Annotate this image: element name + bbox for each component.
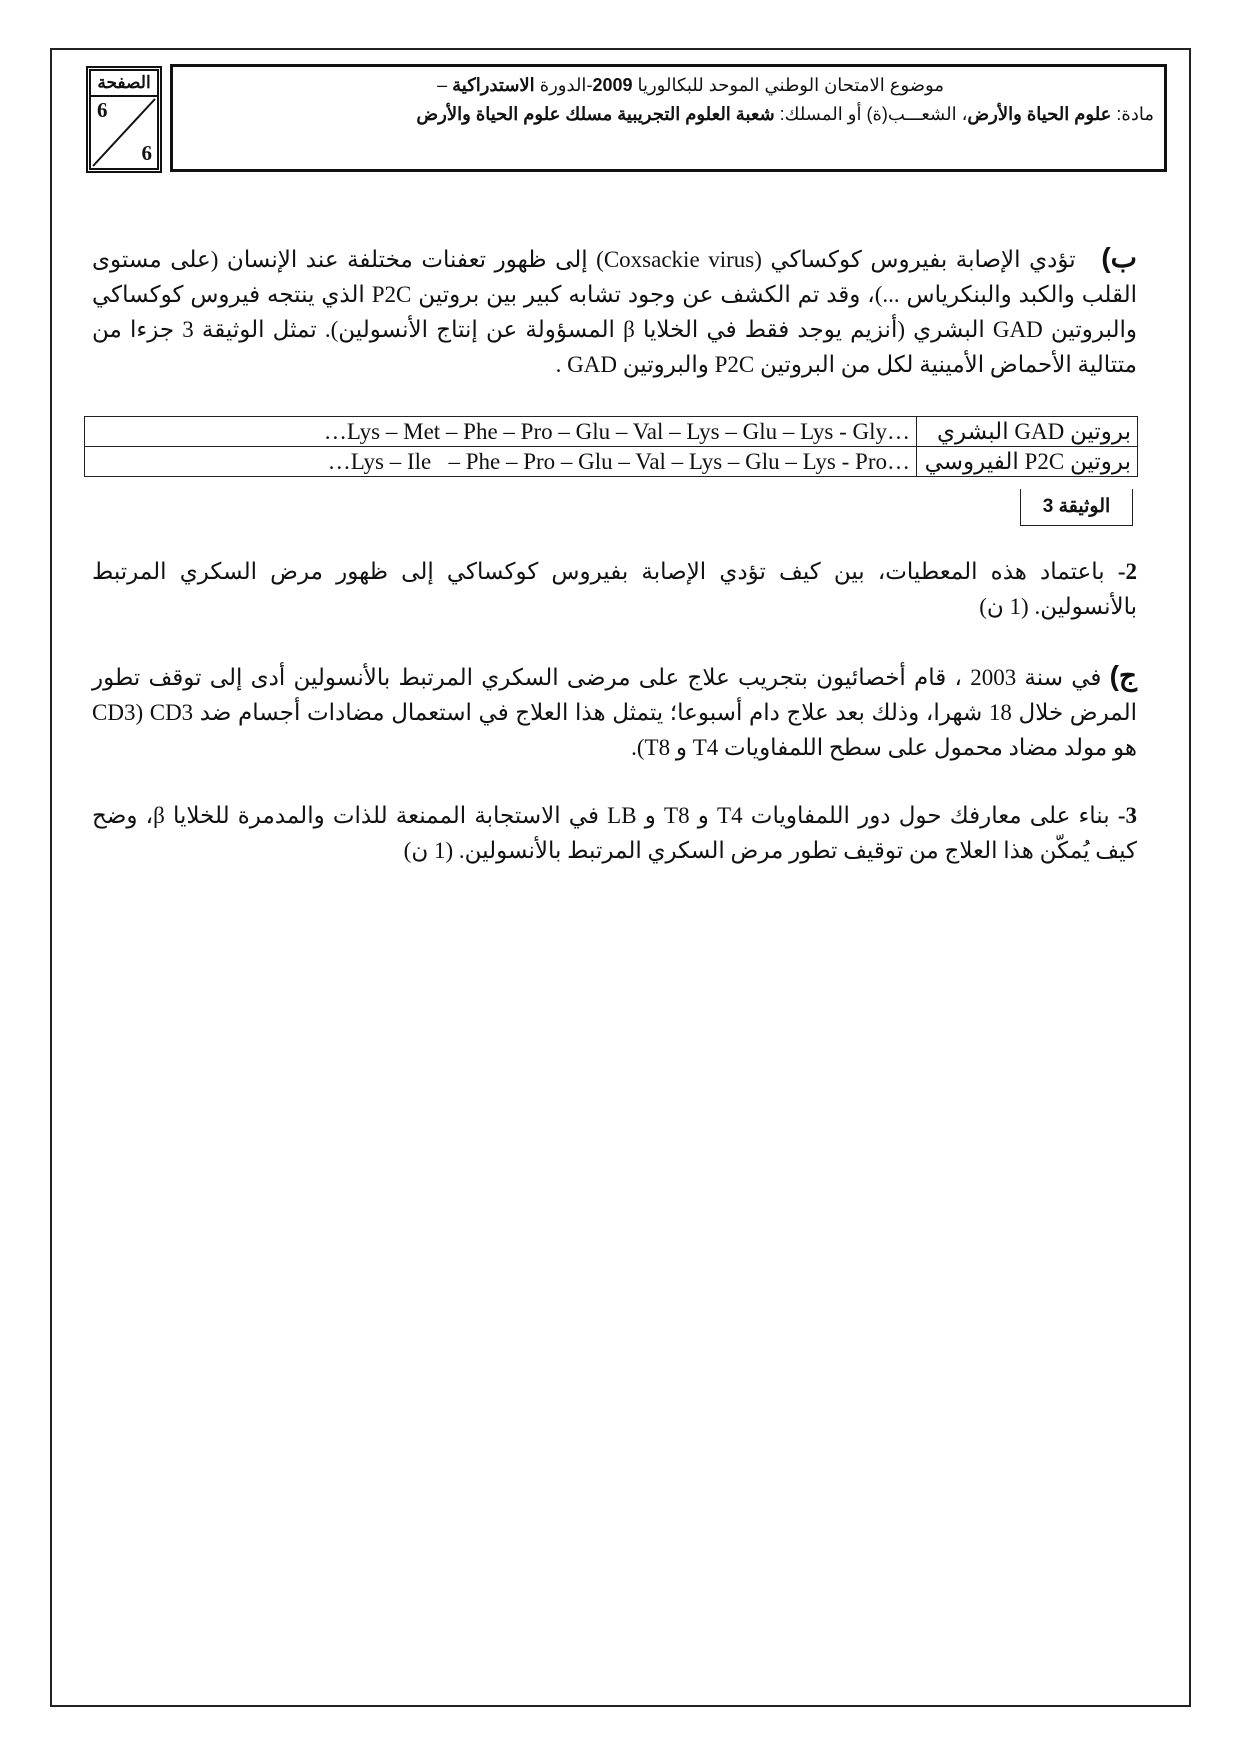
page-label: الصفحة xyxy=(91,71,157,97)
table-row xyxy=(85,447,1138,477)
exam-subject-line: مادة: علوم الحياة والأرض، الشعـــب(ة) أو المسلك: شعبة العلوم التجريبية مسلك علوم الحياة والأرض xyxy=(416,104,1154,124)
page-number-box xyxy=(86,66,162,173)
question-3-text: بناء على معارفك حول دور اللمفاويات T4 و T8 و LB في الاستجابة الممنعة للذات والمدمرة للخلايا β، وضح كيف يُمكّن هذا العلاج من توقيف تطور مرض السكري المرتبط بالأنسولين. (1 ن) xyxy=(92,803,1137,863)
question-2-number: 2- xyxy=(1117,559,1137,584)
section-c-mark: ج) xyxy=(1109,660,1137,691)
document3-table xyxy=(84,416,1138,477)
section-b-text: تؤدي الإصابة بفيروس كوكساكي (Coxsackie virus) إلى ظهور تعفنات مختلفة عند الإنسان (على مستوى القلب والكبد والبنكرياس ...)، وقد تم الكشف عن وجود تشابه كبير بين بروتين P2C الذي ينتجه فيروس كوكساكي والبروتين GAD البشري (أنزيم يوجد فقط في الخلايا β المسؤولة عن إنتاج الأنسولين). تمثل الوثيقة 3 جزءا من متتالية الأحماض الأمينية لكل من البروتين P2C والبروتين GAD . xyxy=(92,247,1137,377)
page-current: 6 xyxy=(97,98,108,122)
exam-session: الاستدراكية xyxy=(452,75,535,95)
exam-title-line: موضوع الامتحان الوطني الموحد للبكالوريا 2009-الدورة الاستدراكية – xyxy=(437,75,944,95)
question-2-text: باعتماد هذه المعطيات، بين كيف تؤدي الإصابة بفيروس كوكساكي إلى ظهور مرض السكري المرتبط بالأنسولين. (1 ن) xyxy=(92,559,1137,619)
section-b-paragraph xyxy=(92,240,1137,382)
exam-header xyxy=(170,64,1167,172)
p2c-sequence: …Lys – Ile – Phe – Pro – Glu – Val – Lys – Glu – Lys - Pro… xyxy=(85,447,917,477)
gad-protein-name: بروتين GAD البشري xyxy=(917,417,1138,447)
document3-label: الوثيقة 3 xyxy=(1020,489,1133,526)
question-2 xyxy=(92,554,1137,624)
p2c-protein-name: بروتين P2C الفيروسي xyxy=(917,447,1138,477)
page-total: 6 xyxy=(141,141,152,165)
table-row xyxy=(85,417,1138,447)
exam-year: 2009 xyxy=(592,75,633,95)
section-c-text: في سنة 2003 ، قام أخصائيون بتجريب علاج على مرضى السكري المرتبط بالأنسولين أدى إلى توقف تطور المرض خلال 18 شهرا، وذلك بعد علاج دام أسبوعا؛ يتمثل هذا العلاج في استعمال مضادات أجسام ضد CD3 (CD3 هو مولد مضاد محمول على سطح اللمفاويات T4 و T8). xyxy=(92,665,1137,760)
question-3 xyxy=(92,798,1137,868)
exam-subject: علوم الحياة والأرض xyxy=(967,104,1112,124)
question-3-number: 3- xyxy=(1117,803,1137,828)
exam-branch: شعبة العلوم التجريبية مسلك علوم الحياة والأرض xyxy=(416,104,775,124)
section-b-mark: ب) xyxy=(1101,242,1137,273)
gad-sequence: …Lys – Met – Phe – Pro – Glu – Val – Lys – Glu – Lys - Gly… xyxy=(85,417,917,447)
section-c-paragraph xyxy=(92,658,1137,765)
